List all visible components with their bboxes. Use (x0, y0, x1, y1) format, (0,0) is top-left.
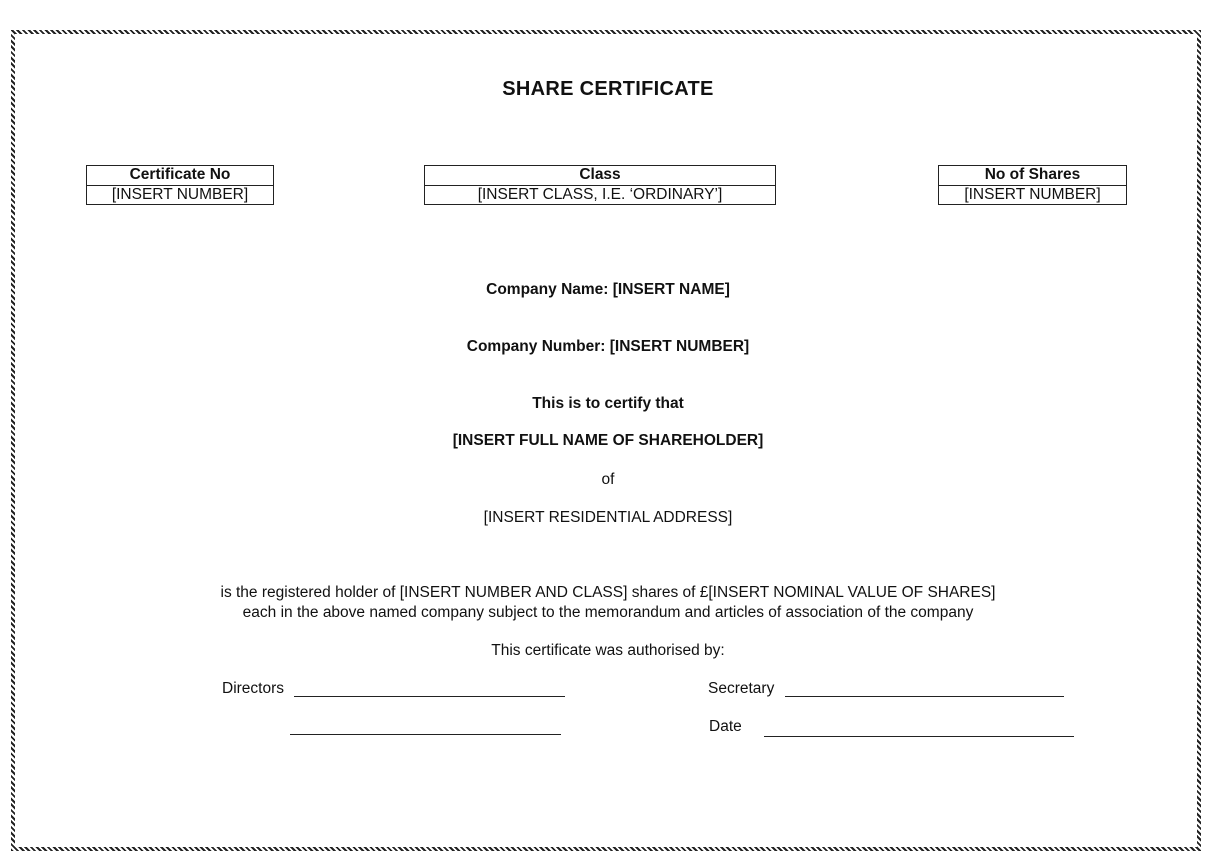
directors-label: Directors (222, 680, 285, 697)
certificate-no-header: Certificate No (87, 166, 273, 186)
of-text: of (601, 471, 615, 488)
certify-line: This is to certify that (532, 395, 684, 412)
director-signature-line-1 (294, 696, 565, 697)
date-line (764, 736, 1074, 737)
certificate-title: SHARE CERTIFICATE (502, 78, 714, 100)
class-header: Class (425, 166, 775, 186)
residential-address: [INSERT RESIDENTIAL ADDRESS] (483, 509, 733, 526)
class-box (424, 165, 776, 205)
company-name: Company Name: [INSERT NAME] (486, 281, 730, 298)
holder-line-2: each in the above named company subject to the memorandum and articles of association of the company (242, 604, 974, 621)
date-label: Date (709, 718, 742, 735)
secretary-label: Secretary (708, 680, 775, 697)
certificate-no-value: [INSERT NUMBER] (111, 186, 249, 203)
no-of-shares-box (938, 165, 1127, 205)
no-of-shares-header: No of Shares (939, 166, 1126, 186)
no-of-shares-value: [INSERT NUMBER] (964, 186, 1101, 203)
class-value: [INSERT CLASS, I.E. ‘ORDINARY’] (477, 186, 723, 203)
holder-line-1: is the registered holder of [INSERT NUMBER AND CLASS] shares of £[INSERT NOMINAL VALUE OF SHARES] (220, 584, 996, 601)
authorised-by: This certificate was authorised by: (491, 642, 725, 659)
shareholder-name: [INSERT FULL NAME OF SHAREHOLDER] (452, 432, 764, 449)
director-signature-line-2 (290, 734, 561, 735)
secretary-signature-line (785, 696, 1064, 697)
certificate-no-box (86, 165, 274, 205)
company-number: Company Number: [INSERT NUMBER] (466, 338, 750, 355)
